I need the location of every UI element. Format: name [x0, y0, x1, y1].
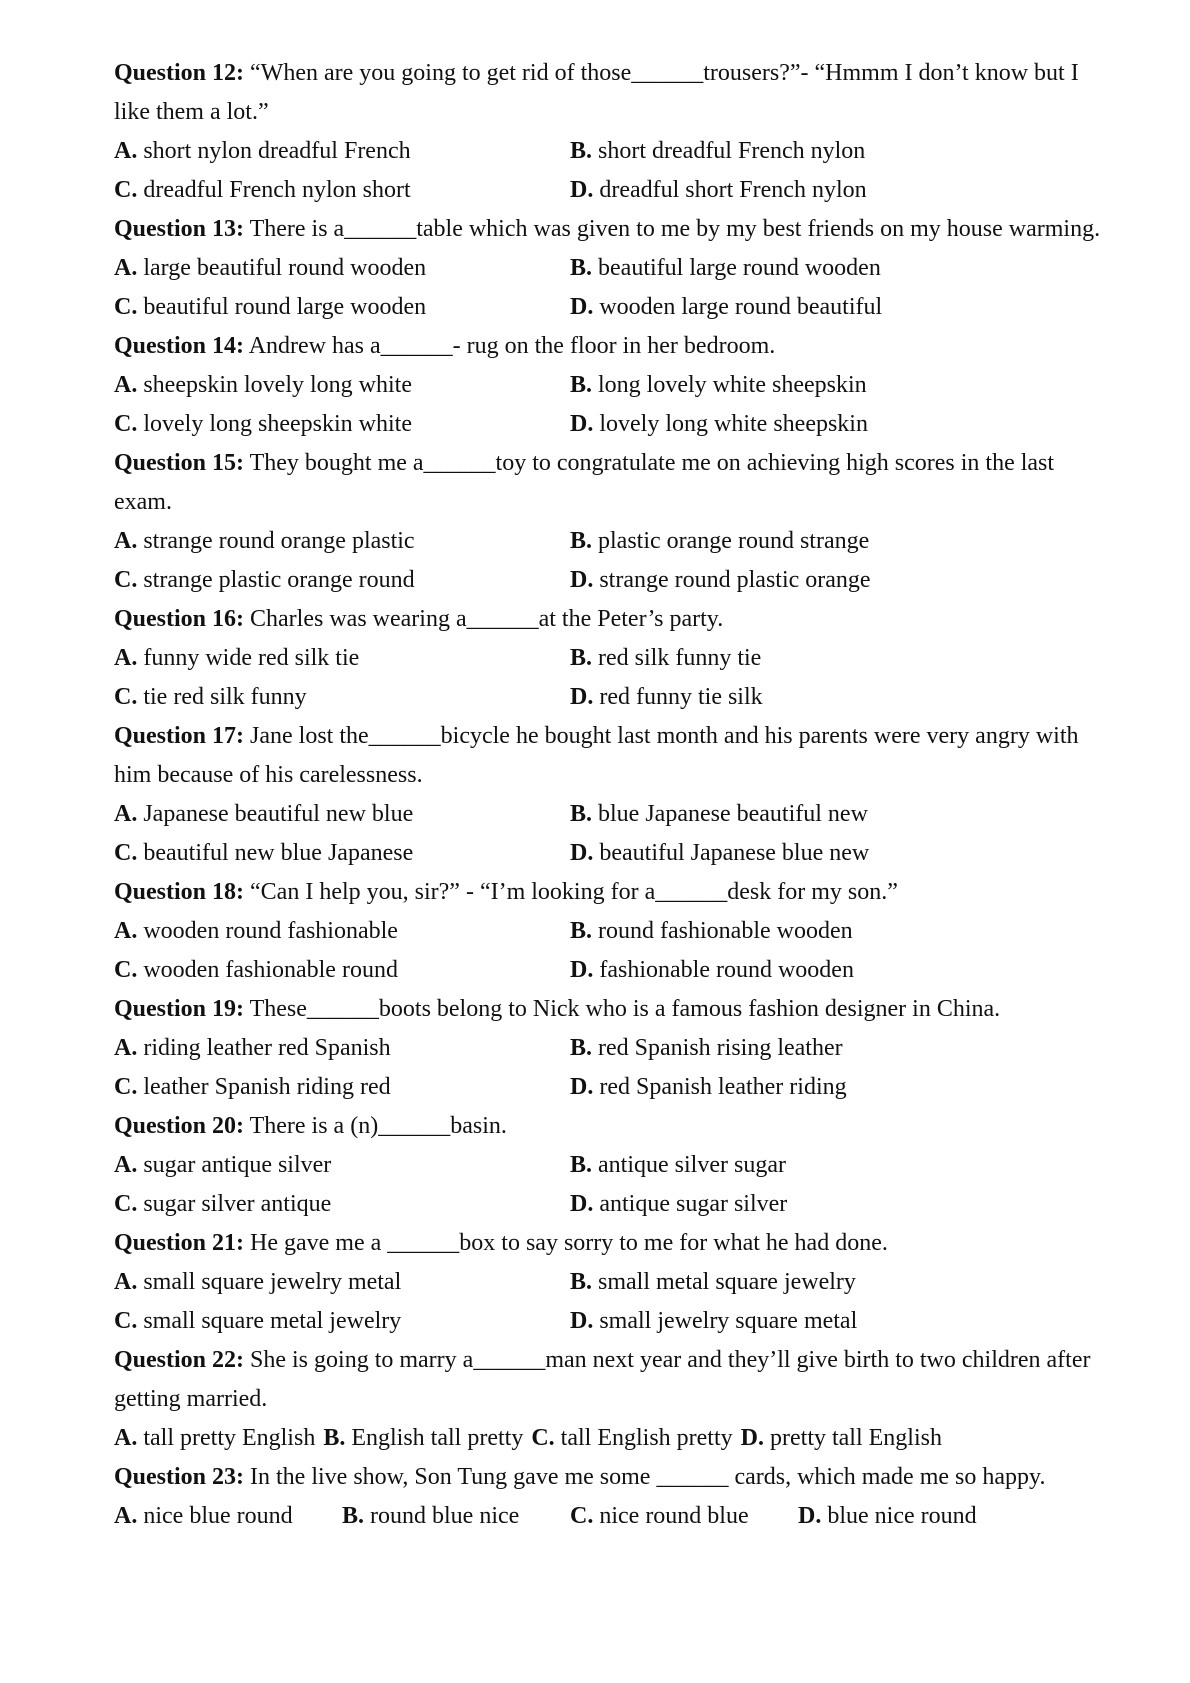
option-letter: A.	[114, 1035, 138, 1061]
question-text: Andrew has a______- rug on the floor in her bedroom.	[248, 333, 776, 359]
answer-option	[114, 1185, 570, 1224]
answer-option	[114, 1497, 342, 1536]
answer-option	[570, 561, 1114, 600]
answer-option	[570, 522, 1114, 561]
option-text: antique silver sugar	[598, 1152, 786, 1178]
option-text: nice round blue	[599, 1503, 749, 1529]
answer-option	[570, 366, 1114, 405]
question-block	[114, 873, 1114, 990]
answer-option	[114, 1302, 570, 1341]
option-letter: C.	[114, 294, 138, 320]
question-stem	[114, 54, 1114, 132]
option-text: wooden large round beautiful	[599, 294, 883, 320]
question-stem	[114, 1341, 1114, 1419]
option-text: small metal square jewelry	[598, 1269, 856, 1295]
answer-option	[570, 912, 1114, 951]
question-label: Question 18:	[114, 879, 245, 905]
option-text: strange round orange plastic	[143, 528, 415, 554]
option-text: leather Spanish riding red	[143, 1074, 391, 1100]
answer-options	[114, 522, 1114, 600]
option-text: tall English pretty	[560, 1425, 733, 1451]
option-text: small square jewelry metal	[143, 1269, 402, 1295]
answer-option	[531, 1419, 732, 1458]
answer-option	[570, 1029, 1114, 1068]
answer-options	[114, 366, 1114, 444]
option-letter: D.	[570, 957, 594, 983]
option-text: nice blue round	[143, 1503, 293, 1529]
option-letter: D.	[570, 294, 594, 320]
option-text: dreadful French nylon short	[143, 177, 411, 203]
answer-option	[114, 1419, 315, 1458]
answer-option	[114, 171, 570, 210]
option-letter: D.	[570, 684, 594, 710]
option-text: blue Japanese beautiful new	[598, 801, 868, 827]
option-letter: B.	[570, 1035, 593, 1061]
answer-options	[114, 1029, 1114, 1107]
option-text: lovely long white sheepskin	[599, 411, 868, 437]
option-text: long lovely white sheepskin	[598, 372, 867, 398]
option-text: round fashionable wooden	[598, 918, 853, 944]
option-letter: C.	[114, 411, 138, 437]
answer-option	[570, 834, 1114, 873]
answer-options	[114, 1263, 1114, 1341]
option-text: lovely long sheepskin white	[143, 411, 412, 437]
answer-option	[342, 1497, 570, 1536]
option-letter: B.	[570, 255, 593, 281]
option-text: short nylon dreadful French	[143, 138, 411, 164]
option-letter: B.	[570, 1152, 593, 1178]
option-text: red Spanish rising leather	[598, 1035, 843, 1061]
option-text: beautiful new blue Japanese	[143, 840, 414, 866]
question-label: Question 20:	[114, 1113, 245, 1139]
question-stem	[114, 444, 1114, 522]
option-letter: A.	[114, 528, 138, 554]
answer-option	[570, 639, 1114, 678]
option-text: blue nice round	[827, 1503, 977, 1529]
option-letter: D.	[570, 411, 594, 437]
option-letter: B.	[323, 1425, 346, 1451]
answer-option	[570, 132, 1114, 171]
option-letter: D.	[798, 1503, 822, 1529]
option-letter: B.	[570, 801, 593, 827]
option-text: sugar antique silver	[143, 1152, 332, 1178]
answer-option	[323, 1419, 523, 1458]
answer-option	[570, 1068, 1114, 1107]
option-letter: D.	[570, 840, 594, 866]
option-text: fashionable round wooden	[599, 957, 854, 983]
option-text: pretty tall English	[770, 1425, 942, 1451]
answer-options	[114, 132, 1114, 210]
answer-options	[114, 639, 1114, 717]
question-block	[114, 54, 1114, 210]
question-text: In the live show, Son Tung gave me some ______ cards, which made me so happy.	[250, 1464, 1046, 1490]
question-block	[114, 444, 1114, 600]
option-text: dreadful short French nylon	[599, 177, 867, 203]
answer-option	[114, 951, 570, 990]
question-text: “Can I help you, sir?” - “I’m looking for a______desk for my son.”	[250, 879, 898, 905]
option-letter: C.	[114, 1308, 138, 1334]
answer-option	[570, 1263, 1114, 1302]
option-letter: A.	[114, 918, 138, 944]
option-letter: D.	[570, 1074, 594, 1100]
option-text: round blue nice	[370, 1503, 520, 1529]
option-letter: A.	[114, 255, 138, 281]
question-block	[114, 1458, 1114, 1536]
option-letter: D.	[570, 1191, 594, 1217]
question-stem	[114, 873, 1114, 912]
question-stem	[114, 1224, 1114, 1263]
question-block	[114, 600, 1114, 717]
answer-option	[570, 795, 1114, 834]
question-label: Question 17:	[114, 723, 245, 749]
option-letter: A.	[114, 138, 138, 164]
question-block	[114, 1107, 1114, 1224]
option-text: English tall pretty	[351, 1425, 524, 1451]
question-label: Question 22:	[114, 1347, 245, 1373]
answer-option	[570, 951, 1114, 990]
question-stem	[114, 990, 1114, 1029]
answer-option	[114, 1068, 570, 1107]
question-text: He gave me a ______box to say sorry to me for what he had done.	[250, 1230, 888, 1256]
option-letter: D.	[570, 1308, 594, 1334]
answer-option	[114, 249, 570, 288]
question-stem	[114, 327, 1114, 366]
answer-option	[114, 639, 570, 678]
option-letter: C.	[114, 177, 138, 203]
answer-options	[114, 249, 1114, 327]
question-text: Jane lost the______bicycle he bought last month and his parents were very angry with him because of his carelessness.	[114, 723, 1079, 788]
answer-options	[114, 795, 1114, 873]
answer-option	[114, 1146, 570, 1185]
option-letter: C.	[114, 957, 138, 983]
option-letter: C.	[114, 1191, 138, 1217]
option-text: plastic orange round strange	[598, 528, 870, 554]
answer-option	[114, 1263, 570, 1302]
question-block	[114, 210, 1114, 327]
answer-option	[114, 132, 570, 171]
answer-option	[114, 405, 570, 444]
option-letter: B.	[570, 645, 593, 671]
question-block	[114, 327, 1114, 444]
option-text: funny wide red silk tie	[143, 645, 360, 671]
option-text: riding leather red Spanish	[143, 1035, 391, 1061]
question-block	[114, 1224, 1114, 1341]
question-label: Question 13:	[114, 216, 245, 242]
option-letter: A.	[114, 1503, 138, 1529]
option-text: strange round plastic orange	[599, 567, 871, 593]
option-text: tie red silk funny	[143, 684, 307, 710]
option-letter: C.	[570, 1503, 594, 1529]
option-letter: A.	[114, 645, 138, 671]
option-letter: C.	[114, 1074, 138, 1100]
option-letter: A.	[114, 1152, 138, 1178]
option-text: small square metal jewelry	[143, 1308, 402, 1334]
answer-option	[114, 834, 570, 873]
worksheet	[114, 54, 1114, 1536]
answer-option	[570, 405, 1114, 444]
answer-option	[114, 1029, 570, 1068]
question-text: There is a (n)______basin.	[249, 1113, 507, 1139]
question-stem	[114, 210, 1114, 249]
answer-option	[114, 288, 570, 327]
answer-option	[114, 561, 570, 600]
option-letter: C.	[114, 567, 138, 593]
question-block	[114, 1341, 1114, 1458]
option-text: wooden fashionable round	[143, 957, 398, 983]
option-letter: B.	[570, 528, 593, 554]
question-label: Question 12:	[114, 60, 245, 86]
question-label: Question 14:	[114, 333, 245, 359]
option-text: sheepskin lovely long white	[143, 372, 412, 398]
question-label: Question 23:	[114, 1464, 245, 1490]
question-text: There is a______table which was given to me by my best friends on my house warming.	[249, 216, 1101, 242]
option-text: strange plastic orange round	[143, 567, 415, 593]
option-text: beautiful Japanese blue new	[599, 840, 870, 866]
answer-option	[570, 1146, 1114, 1185]
question-block	[114, 990, 1114, 1107]
question-label: Question 16:	[114, 606, 245, 632]
option-text: red Spanish leather riding	[599, 1074, 847, 1100]
option-letter: B.	[570, 372, 593, 398]
question-text: Charles was wearing a______at the Peter’s party.	[250, 606, 724, 632]
question-text: She is going to marry a______man next year and they’ll give birth to two children after getting married.	[114, 1347, 1091, 1412]
question-text: These______boots belong to Nick who is a famous fashion designer in China.	[249, 996, 1001, 1022]
option-letter: B.	[570, 1269, 593, 1295]
option-letter: A.	[114, 1425, 138, 1451]
question-label: Question 15:	[114, 450, 245, 476]
option-text: Japanese beautiful new blue	[143, 801, 414, 827]
option-text: beautiful round large wooden	[143, 294, 427, 320]
answer-options	[114, 912, 1114, 990]
option-text: short dreadful French nylon	[598, 138, 866, 164]
question-label: Question 19:	[114, 996, 245, 1022]
question-stem	[114, 1458, 1114, 1497]
option-letter: C.	[114, 684, 138, 710]
option-letter: C.	[114, 840, 138, 866]
option-letter: B.	[570, 138, 593, 164]
question-label: Question 21:	[114, 1230, 245, 1256]
answer-options	[114, 1497, 1114, 1536]
option-text: sugar silver antique	[143, 1191, 332, 1217]
option-letter: A.	[114, 1269, 138, 1295]
answer-option	[114, 912, 570, 951]
option-text: large beautiful round wooden	[143, 255, 427, 281]
option-text: small jewelry square metal	[599, 1308, 858, 1334]
question-stem	[114, 1107, 1114, 1146]
option-letter: A.	[114, 372, 138, 398]
answer-option	[114, 795, 570, 834]
option-letter: B.	[570, 918, 593, 944]
option-text: beautiful large round wooden	[598, 255, 881, 281]
answer-option	[798, 1497, 1114, 1536]
answer-option	[114, 678, 570, 717]
option-letter: A.	[114, 801, 138, 827]
answer-option	[114, 522, 570, 561]
option-text: red silk funny tie	[598, 645, 762, 671]
answer-option	[741, 1419, 942, 1458]
answer-option	[570, 1185, 1114, 1224]
option-letter: B.	[342, 1503, 365, 1529]
question-block	[114, 717, 1114, 873]
option-letter: D.	[740, 1425, 764, 1451]
answer-option	[570, 1302, 1114, 1341]
option-letter: D.	[570, 177, 594, 203]
answer-options	[114, 1419, 1114, 1458]
answer-options	[114, 1146, 1114, 1224]
option-text: wooden round fashionable	[143, 918, 398, 944]
answer-option	[570, 288, 1114, 327]
option-letter: C.	[531, 1425, 555, 1451]
question-text: They bought me a______toy to congratulate me on achieving high scores in the last exam.	[114, 450, 1055, 515]
answer-option	[570, 1497, 798, 1536]
answer-option	[570, 171, 1114, 210]
question-text: “When are you going to get rid of those______trousers?”- “Hmmm I don’t know but I like them a lot.”	[114, 60, 1079, 125]
option-text: antique sugar silver	[599, 1191, 788, 1217]
answer-option	[570, 678, 1114, 717]
answer-option	[570, 249, 1114, 288]
option-text: red funny tie silk	[599, 684, 763, 710]
question-stem	[114, 600, 1114, 639]
option-letter: D.	[570, 567, 594, 593]
question-stem	[114, 717, 1114, 795]
answer-option	[114, 366, 570, 405]
option-text: tall pretty English	[143, 1425, 316, 1451]
